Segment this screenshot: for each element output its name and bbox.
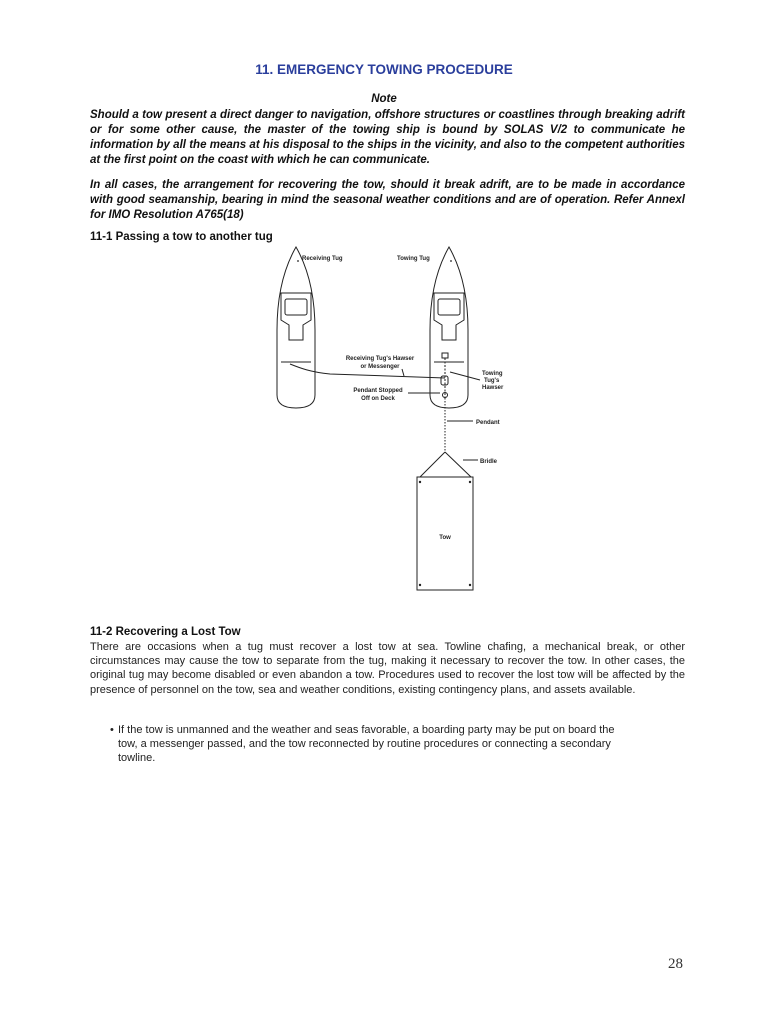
- tow-barge: [417, 477, 473, 590]
- label-receiving-hawser-1: Receiving Tug's Hawser: [345, 356, 415, 362]
- section-11-2-heading: 11-2 Recovering a Lost Tow: [90, 626, 241, 638]
- label-tow: Tow: [439, 535, 451, 541]
- section-11-1-heading: 11-1 Passing a tow to another tug: [90, 231, 273, 243]
- label-pendant: Pendant: [476, 420, 500, 426]
- receiving-tug-hull: [277, 247, 315, 408]
- label-pendant-stopped-1: Pendant Stopped: [353, 388, 403, 394]
- label-towing-hawser-1: Towing: [482, 371, 503, 377]
- bridle-right: [445, 452, 471, 477]
- note-heading: Note: [371, 93, 397, 105]
- bullet-text: If the tow is unmanned and the weather and seas favorable, a boarding party may be put on board the tow, a messenger passed, and the tow reconnected by routine procedures or connecting a secondary towline.: [118, 724, 615, 765]
- label-receiving-hawser-2: or Messenger: [360, 364, 400, 370]
- page-number: 28: [668, 956, 683, 972]
- label-towing-tug: Towing Tug: [397, 256, 430, 262]
- bullet-marker: •: [110, 724, 114, 736]
- label-receiving-tug: Receiving Tug: [302, 256, 343, 262]
- note-paragraph-1: Should a tow present a direct danger to navigation, offshore structures or coastlines through breaking adrift or for some other cause, the master of the towing ship is bound by SOLAS V/2 to communicate he information by all the means at his disposal to the ships in the vicinity, and also to the competent authorities at the first point on the coast with which he can communicate.: [90, 109, 685, 166]
- bridle-left: [420, 452, 445, 477]
- section-11-2-paragraph: There are occasions when a tug must recover a lost tow at sea. Towline chafing, a mechanical break, or other circumstances may cause the tow to separate from the tug, making it necessary to recover the tow. In other cases, the original tug may become disabled or even abandon a tow. Procedures used to recover the lost tow will be affected by the presence of personnel on the tow, sea and weather conditions, existing contingency plans, and assets available.: [90, 641, 685, 696]
- note-paragraph-2: In all cases, the arrangement for recovering the tow, should it break adrift, are to be made in accordance with good seamanship, bearing in mind the seasonal weather conditions and are of operation. Refer Annexl for IMO Resolution A765(18): [90, 179, 685, 221]
- towing-diagram: [0, 245, 768, 605]
- label-towing-hawser-3: Hawser: [482, 385, 504, 391]
- label-bridle: Bridle: [480, 459, 498, 465]
- label-pendant-stopped-2: Off on Deck: [361, 396, 395, 402]
- label-towing-hawser-2: Tug's: [484, 378, 500, 384]
- page-title: 11. EMERGENCY TOWING PROCEDURE: [255, 62, 513, 77]
- towing-tug-hull: [430, 247, 468, 408]
- bullet-item: [110, 723, 630, 766]
